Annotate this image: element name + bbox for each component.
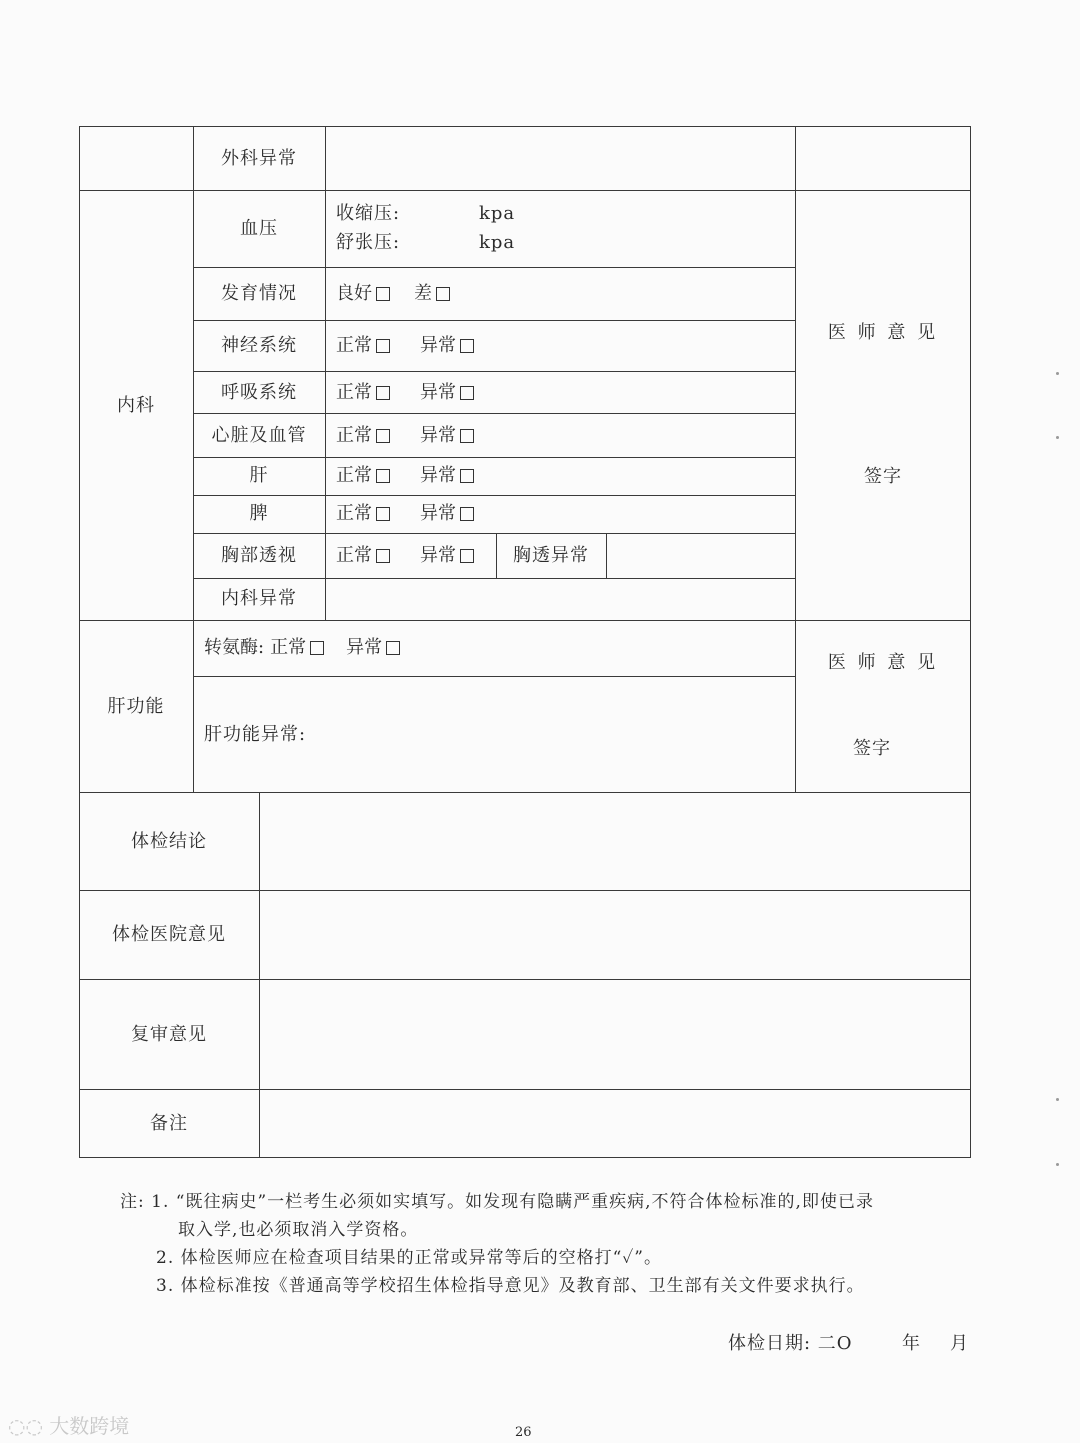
internal-signature-label[interactable]: 签字 [864,466,902,487]
development-options [336,283,450,305]
liver-signature-label[interactable]: 签字 [853,738,891,759]
development-good-checkbox[interactable] [376,287,390,301]
abnormal-label: 异常 [420,425,456,446]
surgery-abnormal-field[interactable] [326,127,794,190]
review-opinion-label: 复审意见 [131,1024,207,1045]
chest-abnormal-field[interactable] [607,534,794,578]
heart-label: 心脏及血管 [211,425,307,446]
liver-function-section-label: 肝功能 [107,696,165,717]
normal-label: 正常 [336,465,372,486]
respiratory-abnormal-checkbox[interactable] [460,386,474,400]
abnormal-label: 异常 [420,465,456,486]
chest-normal-checkbox[interactable] [376,549,390,563]
normal-label: 正常 [336,335,372,356]
diastolic-unit: kpa [479,232,516,253]
heart-normal-checkbox[interactable] [376,429,390,443]
conclusion-field[interactable] [260,793,969,890]
systolic-unit: kpa [479,203,516,224]
exam-date-year: 年 [902,1333,921,1354]
nervous-label: 神经系统 [221,335,297,356]
development-poor-label: 差 [414,283,432,304]
respiratory-label: 呼吸系统 [221,382,297,403]
diastolic-label: 舒张压: [336,232,401,253]
watermark: ◌◌ 大数跨境 [8,1414,130,1438]
spleen-label: 脾 [249,503,269,524]
normal-label: 正常 [336,545,372,566]
watermark-logo-icon: ◌◌ [8,1414,43,1438]
liver-doctor-opinion-label: 医 师 意 见 [827,652,939,673]
hospital-opinion-field[interactable] [260,891,969,979]
alt-label: 转氨酶: [204,637,265,658]
alt-abnormal-checkbox[interactable] [386,641,400,655]
internal-abnormal-field[interactable] [326,579,794,620]
liver-function-abnormal-field[interactable] [320,690,790,785]
development-label: 发育情况 [221,283,297,304]
development-good-label: 良好 [336,283,372,304]
exam-date-label: 体检日期: 二O [728,1333,853,1354]
hospital-opinion-label: 体检医院意见 [112,924,226,945]
internal-section-label: 内科 [117,395,155,416]
liver-normal-checkbox[interactable] [376,469,390,483]
chest-options [336,545,474,567]
note-line-1: 注: 1. “既往病史”一栏考生必须如实填写。如发现有隐瞒严重疾病,不符合体检标准的,即使已录 [120,1192,874,1212]
abnormal-label: 异常 [420,382,456,403]
scan-speck [1056,436,1059,439]
normal-label: 正常 [270,637,307,658]
surgery-abnormal-label: 外科异常 [221,148,297,169]
liver-options [336,465,474,487]
remarks-label: 备注 [150,1113,188,1134]
normal-label: 正常 [336,382,372,403]
systolic-label: 收缩压: [336,203,401,224]
alt-normal-checkbox[interactable] [310,641,324,655]
conclusion-label: 体检结论 [131,831,207,852]
spleen-abnormal-checkbox[interactable] [460,507,474,521]
note-line-1-cont: 取入学,也必须取消入学资格。 [178,1220,419,1240]
note-line-2: 2. 体检医师应在检查项目结果的正常或异常等后的空格打“✓”。 [156,1248,662,1268]
nervous-abnormal-checkbox[interactable] [460,339,474,353]
normal-label: 正常 [336,503,372,524]
nervous-options [336,335,474,357]
normal-label: 正常 [336,425,372,446]
remarks-field[interactable] [260,1090,969,1157]
alt-row [204,637,400,659]
spleen-options [336,503,474,525]
note-line-3: 3. 体检标准按《普通高等学校招生体检指导意见》及教育部、卫生部有关文件要求执行。 [156,1276,865,1296]
heart-abnormal-checkbox[interactable] [460,429,474,443]
exam-date-month: 月 [950,1333,969,1354]
liver-label: 肝 [249,465,269,486]
chest-abnormal-label: 胸透异常 [513,545,589,566]
review-opinion-field[interactable] [260,980,969,1089]
respiratory-options [336,382,474,404]
internal-abnormal-label: 内科异常 [221,588,297,609]
liver-function-abnormal-label: 肝功能异常: [204,724,307,745]
nervous-normal-checkbox[interactable] [376,339,390,353]
development-poor-checkbox[interactable] [436,287,450,301]
abnormal-label: 异常 [346,637,383,658]
scan-speck [1056,1098,1059,1101]
scan-speck [1056,1163,1059,1166]
chest-abnormal-checkbox[interactable] [460,549,474,563]
chest-label: 胸部透视 [221,545,297,566]
respiratory-normal-checkbox[interactable] [376,386,390,400]
spleen-normal-checkbox[interactable] [376,507,390,521]
abnormal-label: 异常 [420,545,456,566]
notes [120,1188,874,1300]
abnormal-label: 异常 [420,335,456,356]
scan-speck [1056,372,1059,375]
liver-abnormal-checkbox[interactable] [460,469,474,483]
heart-options [336,425,474,447]
page-number: 26 [515,1425,532,1440]
internal-doctor-opinion-label: 医 师 意 见 [827,322,939,343]
abnormal-label: 异常 [420,503,456,524]
bp-label: 血压 [240,218,278,239]
